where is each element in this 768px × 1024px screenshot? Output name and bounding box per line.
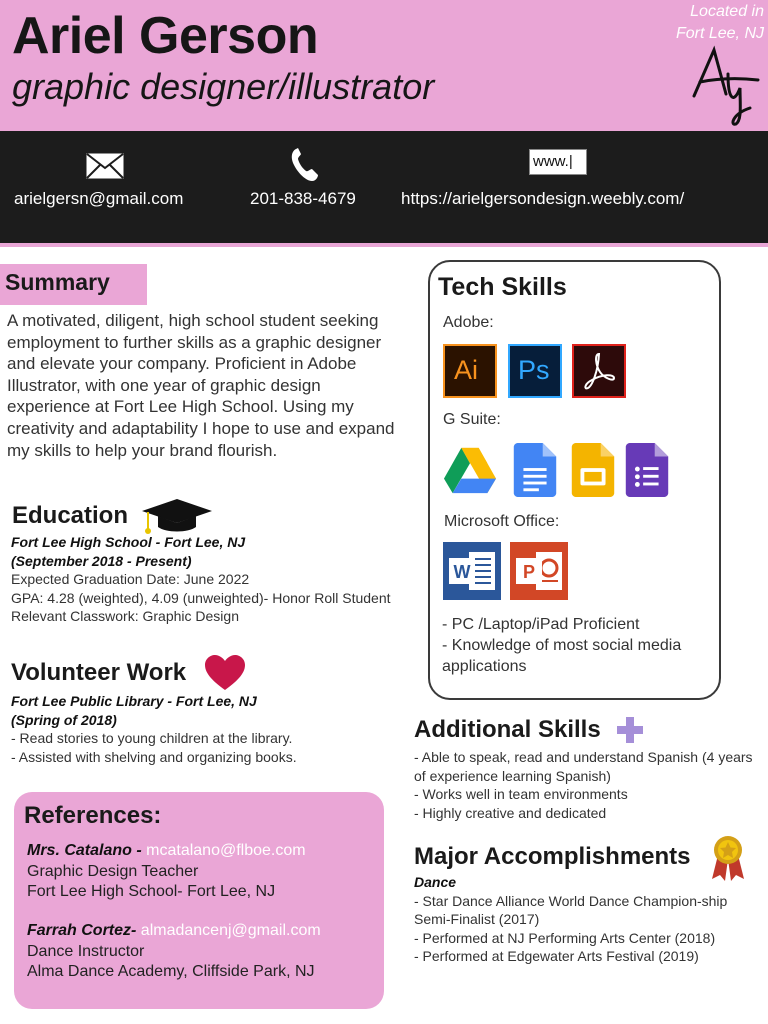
volunteer-heading: Volunteer Work [11, 659, 187, 686]
accomplishment-line: - Performed at NJ Performing Arts Center (2018) [414, 929, 716, 946]
reference-title: Dance Instructor [27, 942, 145, 960]
education-heading: Education [12, 502, 129, 529]
volunteer-dates: (Spring of 2018) [11, 711, 117, 728]
tech-skills-heading: Tech Skills [438, 273, 567, 301]
reference-title: Graphic Design Teacher [27, 862, 199, 880]
reference-place: Fort Lee High School- Fort Lee, NJ [27, 883, 276, 900]
adobe-label: Adobe: [443, 314, 494, 331]
contact-bar [0, 131, 768, 243]
reference-email[interactable]: mcatalano@flboe.com [146, 842, 306, 859]
resume-role: graphic designer/illustrator [12, 66, 435, 107]
photoshop-icon: Ps [508, 344, 562, 398]
heart-icon [204, 654, 246, 692]
reference-name: Farrah Cortez- [27, 922, 141, 939]
svg-text:P: P [522, 562, 536, 582]
illustrator-icon: Ai [443, 344, 497, 398]
education-line: Relevant Classwork: Graphic Design [11, 608, 239, 624]
monogram-logo [690, 44, 762, 126]
summary-heading-box [0, 264, 147, 305]
skill-line: - Highly creative and dedicated [414, 804, 607, 821]
acrobat-icon [572, 344, 626, 398]
accomplishment-category: Dance [414, 874, 457, 890]
accomplishment-line: - Star Dance Alliance World Dance Champion-ship Semi-Finalist (2017) [414, 892, 728, 927]
volunteer-line: - Read stories to young children at the library. [11, 730, 293, 746]
volunteer-org: Fort Lee Public Library - Fort Lee, NJ [11, 693, 257, 709]
divider [0, 243, 768, 247]
gsuite-label: G Suite: [443, 411, 501, 428]
svg-text:W: W [453, 562, 471, 582]
additional-skills-list [414, 748, 764, 822]
additional-skills-heading: Additional Skills [414, 716, 601, 743]
header-banner [0, 0, 768, 131]
education-details [11, 533, 401, 626]
website-link[interactable]: https://arielgersondesign.weebly.com/ [401, 189, 685, 208]
contact-email [0, 131, 215, 243]
google-drive-icon [443, 443, 497, 497]
skill-line: - Able to speak, read and understand Spanish (4 years of experience learning Spanish) [414, 749, 753, 784]
references-heading: References: [24, 802, 162, 829]
google-slides-icon [566, 443, 620, 497]
education-line: Expected Graduation Date: June 2022 [11, 571, 250, 587]
location-text: Located in Fort Lee, NJ [675, 3, 764, 42]
reference-item [27, 841, 382, 903]
summary-text: A motivated, diligent, high school student seeking employment to further skills as a graphic designer and elevate your company. Proficient in Adobe Illustrator, with one year of graphic design experience at Fort Lee High School. Using my creativity and adaptability I hope to use and expand my skills to help your brand flourish. [7, 311, 395, 460]
acrobat-glyph-icon [574, 346, 624, 396]
email-link[interactable]: arielgersn@gmail.com [14, 189, 184, 208]
reference-place: Alma Dance Academy, Cliffside Park, NJ [27, 963, 315, 980]
plus-icon [617, 717, 643, 743]
reference-email[interactable]: almadancenj@gmail.com [140, 922, 321, 939]
contact-website [395, 131, 768, 243]
reference-item [27, 921, 382, 983]
powerpoint-icon [510, 542, 568, 600]
office-label: Microsoft Office: [444, 513, 560, 530]
accomplishment-line: - Performed at Edgewater Arts Festival (2019) [414, 948, 699, 964]
summary-heading: Summary [5, 269, 110, 295]
phone-icon [290, 147, 320, 183]
skill-line: - Works well in team environments [414, 786, 628, 802]
phone-number[interactable]: 201-838-4679 [250, 189, 356, 208]
school-name: Fort Lee High School - Fort Lee, NJ [11, 534, 246, 550]
volunteer-details [11, 692, 401, 766]
reference-name: Mrs. Catalano - [27, 842, 147, 859]
browser-icon: www.| [529, 149, 587, 175]
graduation-cap-icon [140, 497, 214, 537]
tech-notes [442, 614, 714, 677]
google-docs-icon [508, 443, 562, 497]
tech-note: - PC /Laptop/iPad Proficient [442, 616, 640, 633]
accomplishments-list [414, 873, 764, 966]
envelope-icon [86, 153, 124, 179]
education-line: GPA: 4.28 (weighted), 4.09 (unweighted)- Honor Roll Student [11, 589, 391, 606]
word-icon [443, 542, 501, 600]
accomplishments-heading: Major Accomplishments [414, 843, 691, 870]
resume-name: Ariel Gerson [12, 7, 319, 65]
tech-note: - Knowledge of most social media applications [442, 637, 682, 675]
google-forms-icon [620, 443, 674, 497]
volunteer-line: - Assisted with shelving and organizing books. [11, 748, 297, 765]
education-dates: (September 2018 - Present) [11, 552, 192, 569]
contact-phone [240, 131, 370, 243]
